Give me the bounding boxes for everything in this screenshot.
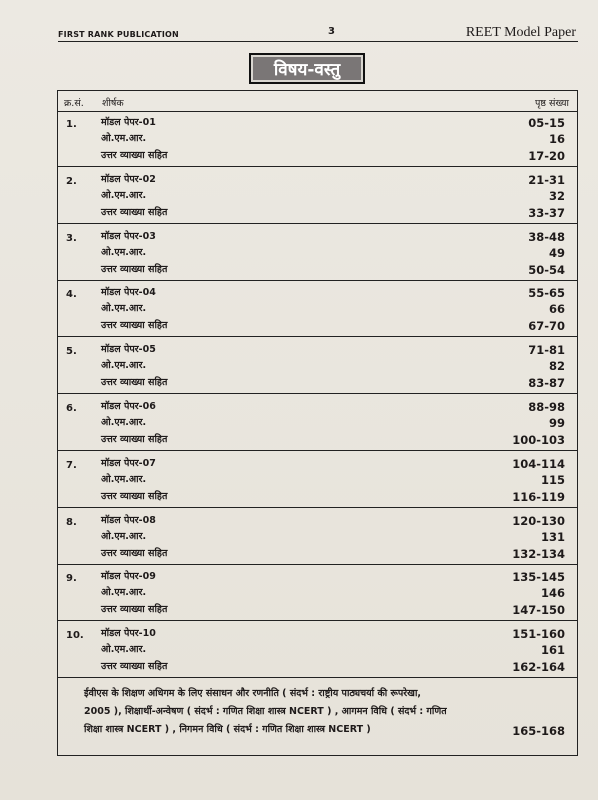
row-model-paper: मॉडल पेपर-07 [101, 457, 156, 469]
row-pages-omr: 99 [548, 416, 565, 430]
row-pages-paper: 38-48 [528, 229, 565, 244]
row-pages-answer: 100-103 [512, 433, 565, 447]
row-omr: ओ.एम.आर. [101, 246, 147, 258]
row-answer-explanation: उत्तर व्याख्या सहित [101, 434, 168, 445]
row-pages-paper: 120-130 [512, 513, 565, 528]
paper-title: REET Model Paper [465, 25, 576, 40]
row-pages-answer: 116-119 [512, 489, 565, 504]
row-answer-explanation: उत्तर व्याख्या सहित [101, 490, 168, 502]
row-omr: ओ.एम.आर. [101, 587, 147, 599]
row-pages-omr: 115 [540, 472, 565, 487]
row-answer-explanation: उत्तर व्याख्या सहित [101, 263, 168, 275]
row-serial-number: 8. [66, 516, 77, 528]
row-answer-explanation: उत्तर व्याख्या सहित [101, 377, 168, 389]
row-pages-answer: 132-134 [512, 546, 565, 561]
row-serial-number: 9. [66, 573, 77, 585]
row-pages-paper: 151-160 [512, 627, 565, 642]
column-header-sno: क्र.सं. [64, 98, 84, 109]
row-serial-number: 1. [66, 119, 77, 130]
last-entry-line: शिक्षा शास्त्र NCERT ) , निगमन विधि ( संदर्भ : गणित शिक्षा शास्त्र NCERT ) [84, 724, 371, 735]
row-pages-paper: 71-81 [528, 343, 565, 358]
header-rule [58, 41, 578, 42]
row-omr: ओ.एम.आर. [101, 360, 147, 372]
table-row [58, 225, 577, 281]
row-pages-omr: 66 [548, 302, 565, 317]
row-omr: ओ.एम.आर. [101, 417, 147, 428]
row-model-paper: मॉडल पेपर-09 [101, 571, 156, 583]
row-pages-paper: 104-114 [512, 456, 565, 471]
row-model-paper: मॉडल पेपर-10 [101, 628, 156, 640]
last-entry-line: ईवीएस के शिक्षण अधिगम के लिए संसाधन और रणनीति ( संदर्भ : राष्ट्रीय पाठ्यचर्या की रूपरेखा, [84, 688, 422, 699]
table-row [58, 281, 577, 337]
row-pages-omr: 82 [548, 359, 565, 374]
row-serial-number: 10. [66, 630, 84, 642]
row-answer-explanation: उत्तर व्याख्या सहित [101, 206, 168, 218]
last-entry-pages: 165-168 [512, 724, 565, 738]
row-serial-number: 7. [66, 459, 77, 471]
row-pages-answer: 147-150 [512, 603, 565, 618]
table-row [58, 622, 577, 678]
row-serial-number: 3. [66, 232, 77, 244]
contents-table [57, 90, 578, 756]
row-answer-explanation: उत्तर व्याख्या सहित [101, 661, 168, 673]
row-pages-answer: 67-70 [528, 319, 565, 334]
row-pages-omr: 32 [548, 188, 565, 203]
column-header-topic: शीर्षक [102, 98, 124, 109]
row-model-paper: मॉडल पेपर-04 [101, 287, 156, 299]
row-pages-omr: 146 [540, 586, 565, 601]
table-row [58, 395, 577, 451]
row-omr: ओ.एम.आर. [101, 303, 147, 315]
row-model-paper: मॉडल पेपर-02 [101, 173, 156, 185]
row-pages-omr: 49 [548, 245, 565, 260]
row-omr: ओ.एम.आर. [101, 644, 147, 656]
row-pages-answer: 17-20 [528, 149, 565, 163]
table-header [58, 91, 577, 112]
row-pages-omr: 16 [548, 132, 565, 146]
row-pages-omr: 131 [540, 529, 565, 544]
row-model-paper: मॉडल पेपर-03 [101, 230, 156, 242]
row-omr: ओ.एम.आर. [101, 473, 147, 485]
row-pages-answer: 50-54 [528, 262, 565, 277]
row-model-paper: मॉडल पेपर-05 [101, 344, 156, 356]
row-model-paper: मॉडल पेपर-08 [101, 514, 156, 526]
row-model-paper: मॉडल पेपर-01 [101, 117, 156, 128]
row-answer-explanation: उत्तर व्याख्या सहित [101, 604, 168, 616]
row-pages-omr: 161 [540, 643, 565, 658]
row-pages-paper: 55-65 [528, 286, 565, 301]
row-serial-number: 4. [66, 289, 77, 301]
publisher-name: FIRST RANK PUBLICATION [58, 30, 179, 39]
table-row [58, 452, 577, 508]
row-omr: ओ.एम.आर. [101, 133, 147, 144]
last-entry-text [84, 685, 494, 739]
column-header-page: पृष्ठ संख्या [535, 98, 569, 109]
table-row [58, 338, 577, 394]
row-omr: ओ.एम.आर. [101, 189, 147, 201]
row-serial-number: 6. [66, 403, 77, 414]
row-pages-answer: 83-87 [528, 376, 565, 391]
row-answer-explanation: उत्तर व्याख्या सहित [101, 320, 168, 332]
row-pages-paper: 05-15 [528, 116, 565, 130]
table-row [58, 111, 577, 167]
table-row [58, 168, 577, 224]
page-number: 3 [328, 26, 335, 37]
page-header [38, 22, 578, 44]
table-row [58, 565, 577, 621]
contents-title: विषय-वस्तु [273, 60, 341, 80]
contents-title-box [249, 53, 365, 84]
row-pages-answer: 33-37 [528, 205, 565, 220]
table-row [58, 509, 577, 565]
row-omr: ओ.एम.आर. [101, 530, 147, 542]
last-entry [58, 679, 577, 753]
row-model-paper: मॉडल पेपर-06 [101, 401, 156, 412]
row-pages-answer: 162-164 [512, 660, 565, 675]
row-serial-number: 5. [66, 346, 77, 358]
last-entry-line: 2005 ), शिक्षार्थी-अन्वेषण ( संदर्भ : गणित शिक्षा शास्त्र NCERT ) , आगमन विधि ( संदर्भ : गणित [84, 706, 447, 717]
row-pages-paper: 88-98 [528, 400, 565, 414]
row-answer-explanation: उत्तर व्याख्या सहित [101, 547, 168, 559]
row-serial-number: 2. [66, 175, 77, 187]
row-answer-explanation: उत्तर व्याख्या सहित [101, 150, 168, 161]
row-pages-paper: 21-31 [528, 172, 565, 187]
row-pages-paper: 135-145 [512, 570, 565, 585]
